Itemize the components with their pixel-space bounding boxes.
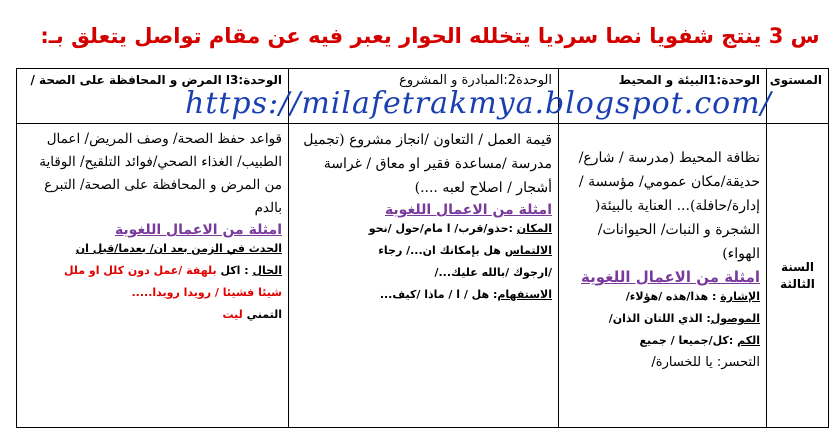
unit1-cell [559, 124, 767, 428]
unit3-line-4: التمني ليت [222, 308, 282, 321]
unit2-example-2: الالتماس هل بإمكانك ان.../ رجاء [378, 244, 552, 257]
unit2-text: قيمة العمل / التعاون /انجاز مشروع (تجميل مدرسة /مساعدة فقير او معاق / غراسة أشجار / اصلاح لعبه ....) [303, 132, 552, 196]
unit3-line-2: الحال : اكل بلهفة /عمل دون كلل او ملل [63, 264, 282, 277]
header-level: المستوى [767, 69, 829, 124]
curriculum-table [16, 68, 829, 428]
header-unit2: الوحدة2:المبادرة و المشروع [289, 69, 559, 124]
unit1-text: نظافة المحيط (مدرسة / شارع/ حديقة/مكان عمومي/ مؤسسة /إدارة/حافلة)... العناية بالبيئة( الشجرة و النبات/ الحيوانات/ الهواء) [578, 150, 760, 262]
unit1-example-4: التحسر: يا للخسارة/ [651, 355, 760, 370]
unit2-example-1: المكان :حذو/قرب/ ا مام/حول /نحو [368, 222, 552, 235]
unit2-cell [289, 124, 559, 428]
unit2-example-4: الاستفهام: هل / ا / ماذا /كيف... [379, 288, 552, 301]
header-unit1: الوحدة:1البيئة و المحيط [559, 69, 767, 124]
unit1-example-2: الموصول: الذي اللتان الذان/ [608, 312, 760, 325]
unit1-examples-title: امثلة من الاعمال اللغوية [581, 268, 760, 286]
question-title: س 3 ينتج شفويا نصا سرديا يتخلله الحوار يعبر فيه عن مقام تواصل يتعلق بـ: [40, 24, 820, 48]
unit2-example-3: /ارجوك /بالله عليك.../ [434, 266, 552, 279]
unit2-examples-title: امثلة من الاعمال اللغوية [384, 202, 552, 218]
unit3-line-3: شيئا فشيئا / رويدا رويدا..... [131, 286, 282, 299]
unit3-cell [17, 124, 289, 428]
unit1-example-1: الإشارة : هذا/هذه /هؤلاء/ [625, 290, 760, 303]
unit3-examples-title: امثلة من الاعمال اللغوية [114, 222, 282, 238]
content-row [17, 124, 829, 428]
blog-watermark: https://milafetrakmya.blogspot.com/ [185, 86, 772, 121]
unit3-line-1: الحدث في الزمن بعد ان/ بعدما/قبل ان [75, 242, 282, 255]
header-unit3: الوحدة:3ا المرض و المحافظة على الصحة / [17, 69, 289, 124]
unit1-example-3: الكم :كل/جميعا / جميع [639, 334, 760, 347]
unit3-text: قواعد حفظ الصحة/ وصف المريض/ اعمال الطبيب/ الغذاء الصحي/فوائد التلقيح/ الوقاية من المرض و المحافظة على الصحة/ التبرع بالدم [39, 131, 282, 216]
level-cell: السنة الثالثة [767, 124, 829, 428]
